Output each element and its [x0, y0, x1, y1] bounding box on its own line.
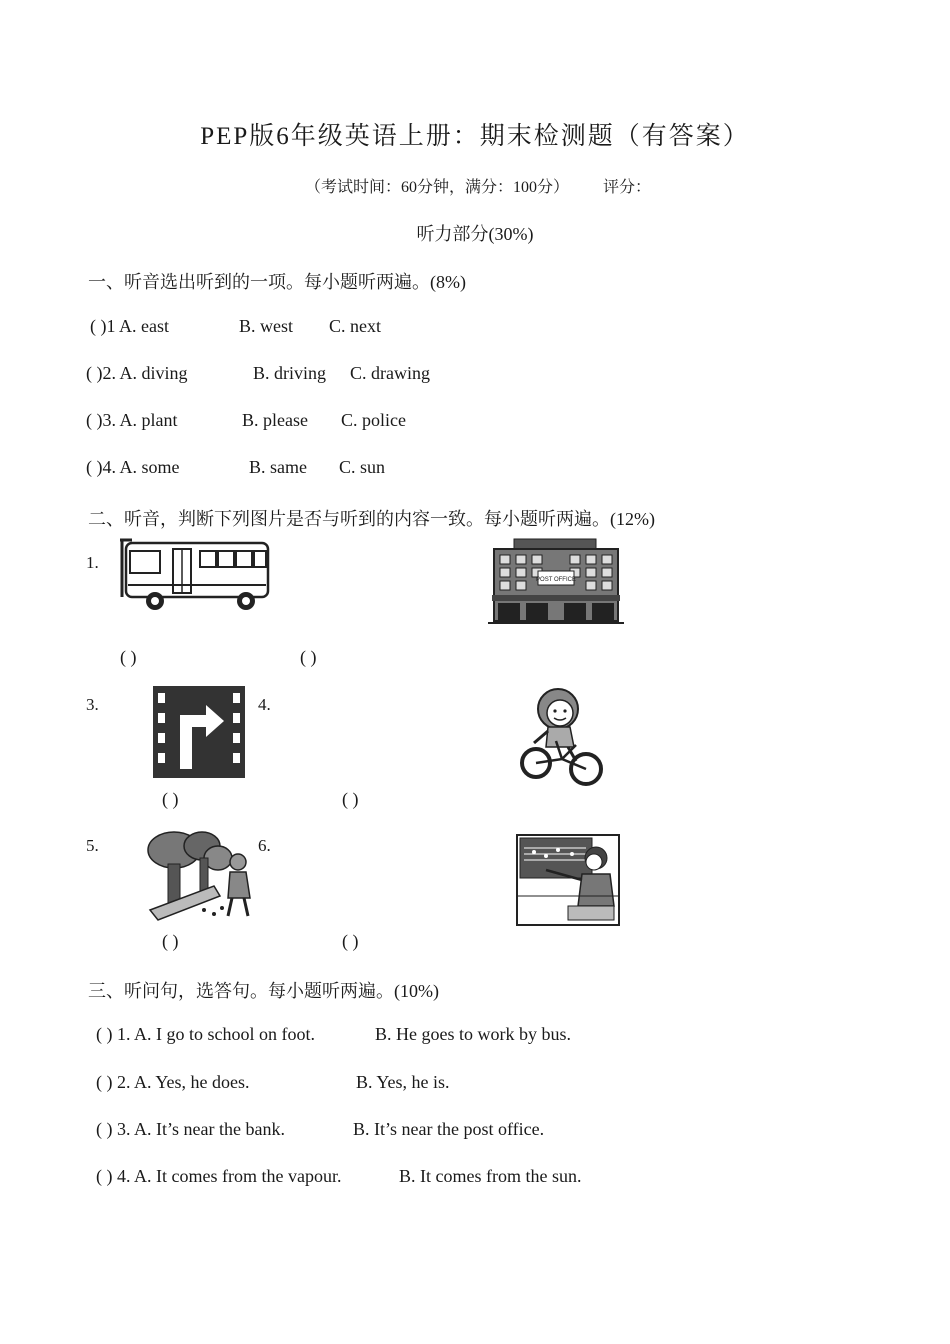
question-prefix: ( )2. A. diving [86, 363, 188, 383]
section1-question-1 [90, 316, 590, 340]
music-teacher-picture [516, 834, 620, 926]
section3-question-3 [96, 1119, 656, 1143]
section3-question-4 [96, 1166, 656, 1190]
listening-part-heading: 听力部分(30%) [416, 224, 534, 244]
option-b: B. He goes to work by bus. [375, 1024, 571, 1044]
section2-title: 二、听音，判断下列图片是否与听到的内容一致。每小题听两遍。(12%) [88, 509, 655, 529]
question-prefix: ( )4. A. some [86, 457, 180, 477]
question-prefix: ( )3. A. plant [86, 410, 178, 430]
section1-title: 一、听音选出听到的一项。每小题听两遍。(8%) [88, 272, 466, 292]
option-b: B. Yes, he is. [356, 1072, 450, 1092]
tree-worker-picture [144, 828, 258, 924]
page-title: PEP版6年级英语上册：期末检测题（有答案） [200, 123, 750, 150]
section3-question-2 [96, 1072, 656, 1096]
answer-paren-6[interactable]: ( ) [342, 931, 359, 951]
section1-question-2 [86, 363, 586, 387]
option-c: C. drawing [350, 363, 430, 383]
option-b: B. It’s near the post office. [353, 1119, 545, 1139]
post-office-picture [488, 537, 624, 629]
question-prefix: ( ) 3. A. It’s near the bank. [96, 1119, 285, 1139]
section3-question-1 [96, 1024, 656, 1048]
section3-title: 三、听问句，选答句。每小题听两遍。(10%) [88, 981, 439, 1001]
question-prefix: ( ) 2. A. Yes, he does. [96, 1072, 250, 1092]
answer-paren-2[interactable]: ( ) [300, 647, 317, 667]
question-prefix: ( )1 A. east [90, 316, 169, 336]
item-number-3: 3. [86, 695, 99, 714]
turn-right-sign-picture [152, 685, 246, 779]
item-number-5: 5. [86, 836, 99, 855]
score-label: 评分： [603, 179, 652, 196]
answer-paren-1[interactable]: ( ) [120, 647, 137, 667]
option-c: C. sun [339, 457, 386, 477]
option-b: B. driving [253, 363, 327, 383]
option-b: B. please [242, 410, 308, 430]
exam-info [305, 174, 651, 197]
item-number-4: 4. [258, 695, 271, 714]
section1-question-4 [86, 457, 586, 481]
answer-paren-5[interactable]: ( ) [162, 931, 179, 951]
option-b: B. It comes from the sun. [399, 1166, 582, 1186]
item-number-1: 1. [86, 553, 99, 572]
option-c: C. next [329, 316, 381, 336]
question-prefix: ( ) 4. A. It comes from the vapour. [96, 1166, 342, 1186]
bus-picture [118, 537, 270, 613]
option-c: C. police [341, 410, 406, 430]
answer-paren-4[interactable]: ( ) [342, 789, 359, 809]
exam-time-info: （考试时间：60分钟，满分：100分） [305, 179, 570, 196]
answer-paren-3[interactable]: ( ) [162, 789, 179, 809]
boy-cycling-picture [518, 685, 606, 789]
section1-question-3 [86, 410, 586, 434]
question-prefix: ( ) 1. A. I go to school on foot. [96, 1024, 315, 1044]
item-number-6: 6. [258, 836, 271, 855]
post-office-sign: POST OFFICE [536, 577, 576, 583]
option-b: B. west [239, 316, 293, 336]
option-b: B. same [249, 457, 307, 477]
